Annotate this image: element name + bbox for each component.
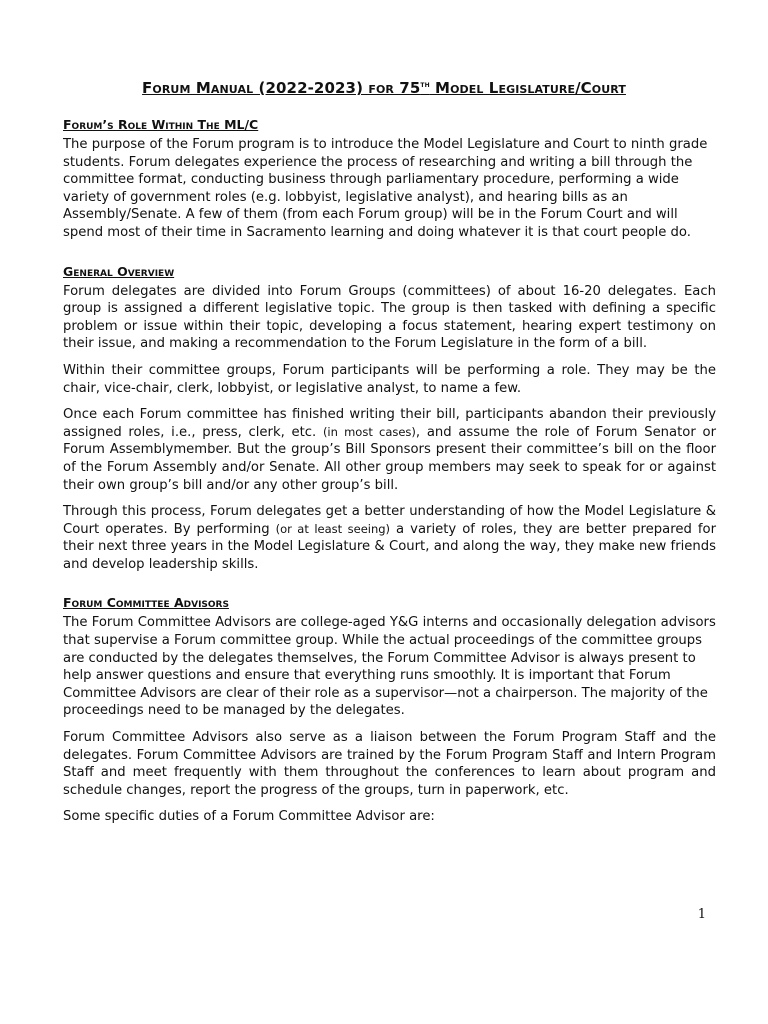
paragraph-text: , and assume the role of Forum Senator or Forum Assemblymember. But the group’s Bill Sponsors present their committee’s bill on the floor of the Forum Assembly and/or Senate. All other group members may seek to speak for or against their own group’s bill and/or any other group’s bill. — [63, 424, 716, 493]
section-heading-forum-role: Forum’s Role Within The ML/C — [63, 117, 259, 132]
paragraph-text: Through this process, Forum delegates get a better understanding of how the Model Legislature & Court operates. By performing — [63, 504, 716, 537]
paragraph: Forum delegates are divided into Forum Groups (committees) of about 16-20 delegates. Each group is assigned a different legislative topic. The group is then tasked with defining a specific problem or issue within their topic, developing a focus statement, hearing expert testimony on their issue, and making a recommendation to the Forum Legislature in the form of a bill. — [63, 283, 716, 352]
paragraph-text: Once each Forum committee has finished writing their bill, participants abandon their previously assigned roles, i.e., press, clerk, etc. — [63, 407, 716, 440]
section-heading-general-overview: General Overview — [63, 263, 175, 279]
paragraph: The purpose of the Forum program is to introduce the Model Legislature and Court to ninth grade students. Forum delegates experience the process of researching and writing a bill through the committee format, conducting business through parliamentary procedure, performing a wide variety of government roles (e.g. lobbyist, legislative analyst), and hearing bills as an Assembly/Senate. A few of them (from each Forum group) will be in the Forum Court and will spend most of their time in Sacramento learning and doing whatever it is that court people do. — [63, 137, 708, 240]
page-number: 1 — [697, 907, 706, 922]
paragraph-text: a variety of roles, they are better prepared for their next three years in the Model Legislature & Court, and along the way, they make new friends and develop leadership skills. — [63, 521, 716, 572]
title-prefix: Forum Manual (2022-2023) for 75 — [142, 79, 421, 97]
document-title — [0, 79, 768, 97]
paragraph — [63, 503, 716, 573]
document-body — [63, 116, 716, 826]
paragraph: Some specific duties of a Forum Committee Advisor are: — [63, 809, 435, 825]
paragraph: Forum Committee Advisors also serve as a liaison between the Forum Program Staff and the delegates. Forum Committee Advisors are trained by the Forum Program Staff and Intern Program Staff and meet frequently with them throughout the conferences to learn about program and schedule changes, report the progress of the groups, turn in paperwork, etc. — [63, 730, 716, 798]
title-superscript: th — [420, 80, 430, 89]
section-heading-forum-committee-advisors: Forum Committee Advisors — [63, 595, 229, 611]
paragraph-aside: (in most cases) — [322, 424, 416, 439]
paragraph-aside: (or at least seeing) — [275, 521, 391, 536]
paragraph: The Forum Committee Advisors are college-aged Y&G interns and occasionally delegation advisors that supervise a Forum committee group. While the actual proceedings of the committee groups are conducted by the delegates themselves, the Forum Committee Advisor is always present to help answer questions and ensure that everything runs smoothly. It is important that Forum Committee Advisors are clear of their role as a supervisor—not a chairperson. The majority of the proceedings need to be managed by the delegates. — [63, 615, 716, 719]
paragraph — [63, 406, 716, 494]
title-suffix: Model Legislature/Court — [429, 79, 626, 97]
paragraph: Within their committee groups, Forum participants will be performing a role. They may be the chair, vice-chair, clerk, lobbyist, or legislative analyst, to name a few. — [63, 362, 716, 396]
